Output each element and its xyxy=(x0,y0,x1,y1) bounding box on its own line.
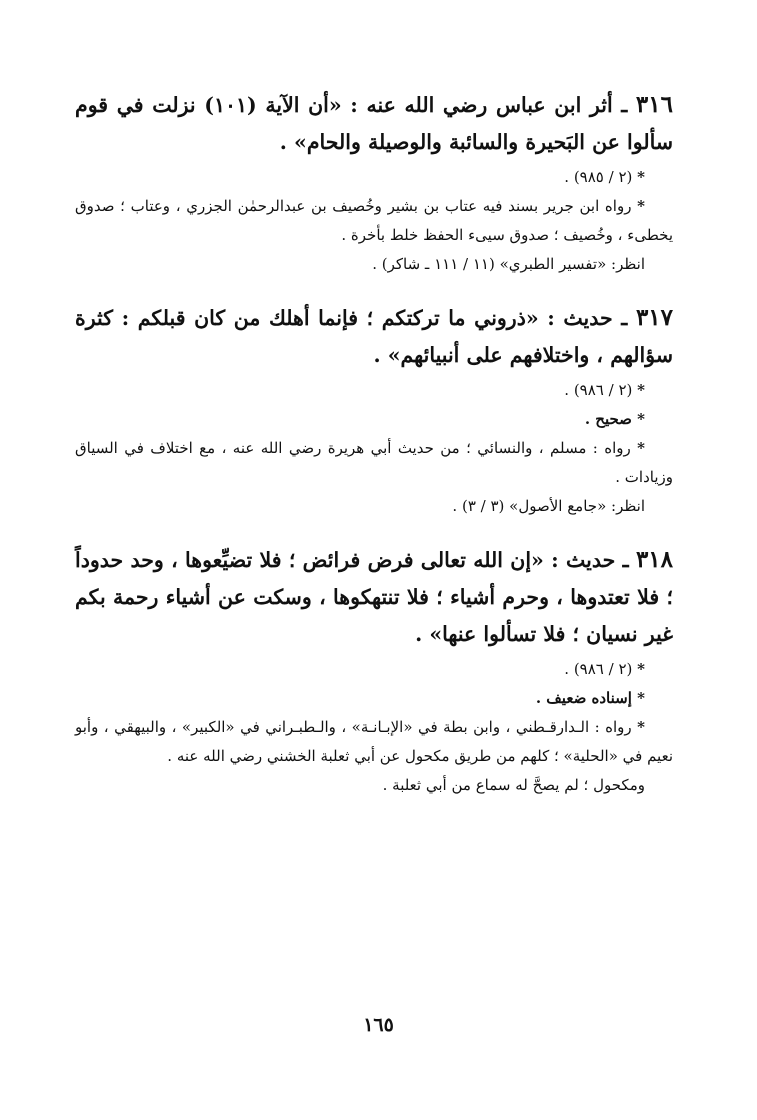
note-text: صحيح . xyxy=(584,410,632,428)
bullet-star: * xyxy=(637,168,645,186)
page-number: ١٦٥ xyxy=(363,1014,394,1036)
bullet-star: * xyxy=(637,439,645,457)
note-line xyxy=(75,405,673,434)
spacer xyxy=(75,279,673,299)
note-line xyxy=(75,713,673,771)
note-text: (٢ / ٩٨٦) . xyxy=(564,381,633,399)
entry-number: ٣١٧ xyxy=(635,304,673,331)
entry-heading-text: ـ حديث : «ذروني ما تركتكم ؛ فإنما أهلك من كان قبلكم : كثرة سؤالهم ، واختلافهم على أنبيائهم» . xyxy=(75,306,673,367)
note-line xyxy=(75,771,673,800)
note-text: إسناده ضعيف . xyxy=(535,689,632,707)
note-line xyxy=(75,192,673,250)
note-text: رواه : مسلم ، والنسائي ؛ من حديث أبي هريرة رضي الله عنه ، مع اختلاف في السياق وزيادات . xyxy=(75,439,673,486)
note-line xyxy=(75,684,673,713)
bullet-star: * xyxy=(637,718,645,736)
entry-317 xyxy=(75,299,673,521)
note-text: (٢ / ٩٨٦) . xyxy=(564,660,633,678)
note-line xyxy=(75,434,673,492)
entry-318 xyxy=(75,541,673,800)
bullet-star: * xyxy=(637,197,645,215)
note-text: انظر: «جامع الأصول» (٣ / ٣) . xyxy=(452,497,645,515)
note-text: رواه ابن جرير بسند فيه عتاب بن بشير وخُصيف بن عبدالرحمٰن الجزري ، وعتاب ؛ صدوق يخطىء ، وخُصيف ؛ صدوق سيىء الحفظ خلط بأخرة . xyxy=(75,197,673,244)
entry-heading xyxy=(75,86,673,161)
note-text: انظر: «تفسير الطبري» (١١ / ١١١ ـ شاكر) . xyxy=(372,255,645,273)
note-text: (٢ / ٩٨٥) . xyxy=(564,168,633,186)
entry-number: ٣١٦ xyxy=(635,91,673,118)
spacer xyxy=(75,521,673,541)
entry-heading xyxy=(75,541,673,653)
note-line xyxy=(75,163,673,192)
note-text: رواه : الـدارقـطني ، وابن بطة في «الإبـانـة» ، والـطبـراني في «الكبير» ، والبيهقي ، وأبو نعيم في «الحلية» ؛ كلهم من طريق مكحول عن أبي ثعلبة الخشني رضي الله عنه . xyxy=(75,718,673,765)
entry-heading-text: ـ أثر ابن عباس رضي الله عنه : «أن الآية (١٠١) نزلت في قوم سألوا عن البَحيرة والسائبة والوصيلة والحام» . xyxy=(75,93,673,154)
note-line xyxy=(75,250,673,279)
page-body xyxy=(75,86,673,800)
entry-heading xyxy=(75,299,673,374)
bullet-star: * xyxy=(637,689,645,707)
bullet-star: * xyxy=(637,381,645,399)
note-line xyxy=(75,492,673,521)
entry-heading-text: ـ حديث : «إن الله تعالى فرض فرائض ؛ فلا تضيِّعوها ، وحد حدوداً ؛ فلا تعتدوها ، وحرم أشياء ؛ فلا تنتهكوها ، وسكت عن أشياء رحمة بكم غير نسيان ؛ فلا تسألوا عنها» . xyxy=(75,548,673,646)
note-line xyxy=(75,655,673,684)
bullet-star: * xyxy=(637,660,645,678)
bullet-star: * xyxy=(637,410,645,428)
entry-number: ٣١٨ xyxy=(635,546,673,573)
note-line xyxy=(75,376,673,405)
entry-316 xyxy=(75,86,673,279)
note-text: ومكحول ؛ لم يصحَّ له سماع من أبي ثعلبة . xyxy=(382,776,645,794)
